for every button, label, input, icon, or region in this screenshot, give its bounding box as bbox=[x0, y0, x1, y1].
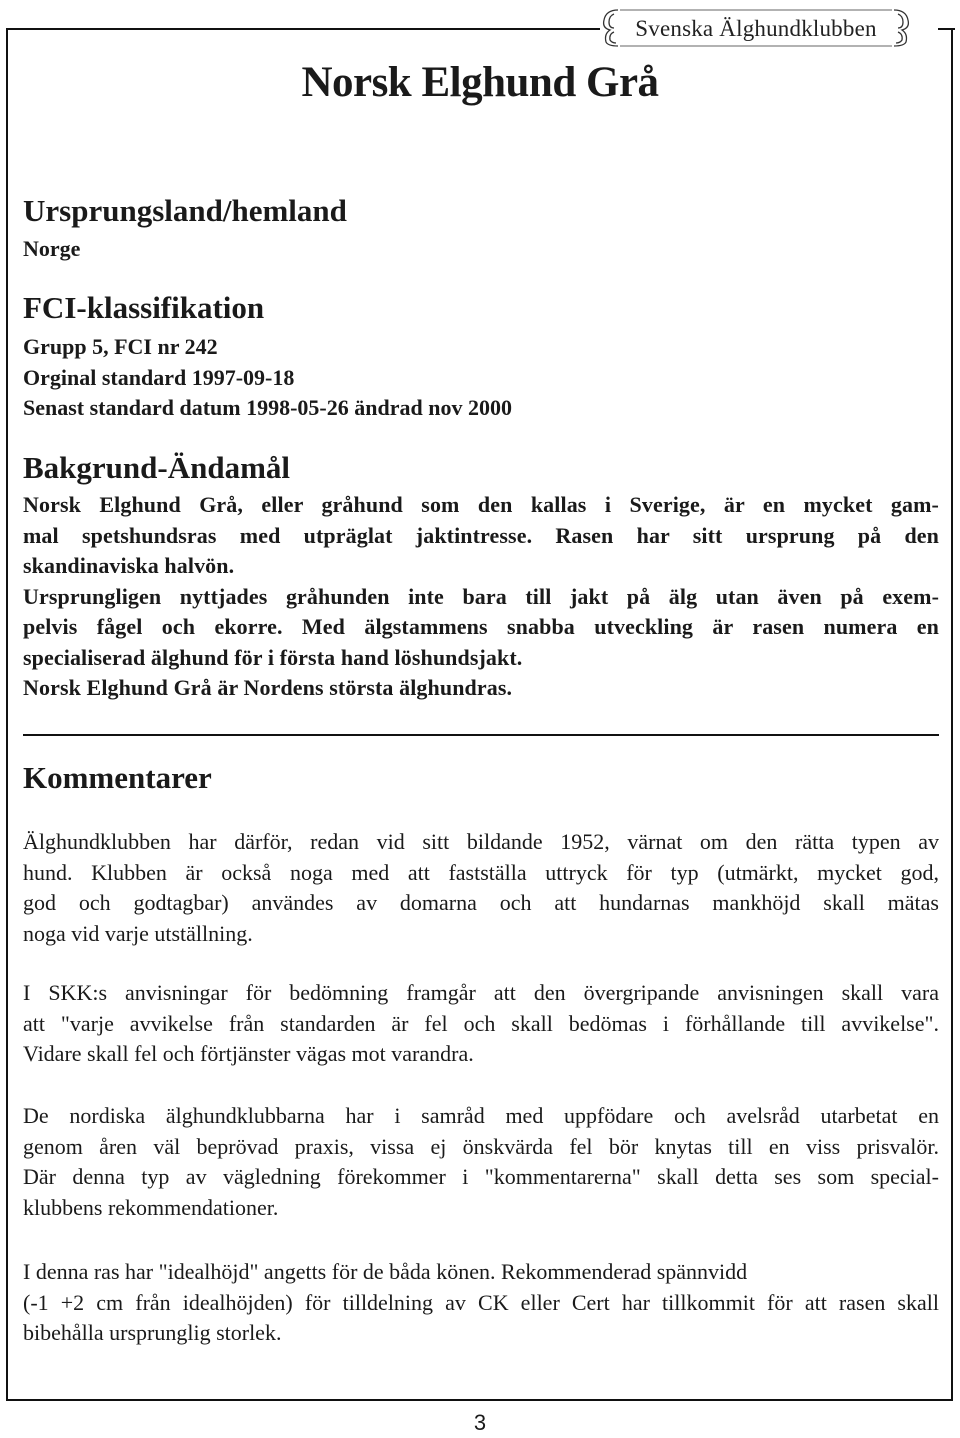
page-title: Norsk Elghund Grå bbox=[301, 59, 659, 106]
origin-heading: Ursprungsland/hemland bbox=[23, 193, 347, 228]
page-number: 3 bbox=[473, 1410, 487, 1435]
text-line: Vidare skall fel och förtjänster vägas mot varandra. bbox=[23, 1041, 474, 1066]
text-line: specialiserad älghund för i första hand löshundsjakt. bbox=[23, 644, 523, 670]
text-line: mal spetshundsras med utpräglat jaktintresse. Rasen har sitt ursprung på den bbox=[23, 522, 939, 548]
fci-line: Orginal standard 1997-09-18 bbox=[23, 365, 295, 390]
section-divider bbox=[23, 734, 939, 736]
comments-paragraph bbox=[23, 1101, 939, 1223]
text-line: god och godtagbar) användes av domarna och att hundarnas mankhöjd skall mätas bbox=[23, 890, 939, 915]
text-line: Norsk Elghund Grå, eller gråhund som den kallas i Sverige, är en mycket gam- bbox=[23, 492, 939, 517]
club-name: Svenska Älghundklubben bbox=[635, 16, 877, 41]
origin-value: Norge bbox=[23, 236, 81, 261]
text-line: Där denna typ av vägledning förekommer i "kommentarerna" skall detta ses som special- bbox=[23, 1164, 939, 1189]
text-line: I denna ras har "idealhöjd" angetts för de båda könen. Rekommenderad spännvidd bbox=[23, 1259, 748, 1284]
text-line: I SKK:s anvisningar för bedömning framgår att den övergripande anvisningen skall vara bbox=[23, 980, 939, 1005]
text-line: Älghundklubben har därför, redan vid sitt bildande 1952, värnat om den rätta typen av bbox=[23, 829, 939, 854]
text-line: pelvis fågel och ekorre. Med älgstammens snabba utveckling är rasen numera en bbox=[23, 614, 939, 639]
fci-heading: FCI-klassifikation bbox=[23, 290, 265, 325]
fci-line: Grupp 5, FCI nr 242 bbox=[23, 334, 218, 359]
text-line: klubbens rekommendationer. bbox=[23, 1194, 279, 1220]
text-line: noga vid varje utställning. bbox=[23, 920, 253, 946]
text-line: att "varje avvikelse från standarden är fel och skall bedömas i förhållande till avvikelse". bbox=[23, 1010, 939, 1036]
text-line: De nordiska älghundklubbarna har i samråd med uppfödare och avelsråd utarbetat en bbox=[23, 1103, 939, 1128]
text-line: skandinaviska halvön. bbox=[23, 553, 235, 578]
text-line: genom åren väl beprövad praxis, vissa ej önskvärda fel bör knytas till en viss prisvalör. bbox=[23, 1133, 939, 1159]
comments-paragraph bbox=[23, 978, 939, 1070]
text-line: (-1 +2 cm från idealhöjden) för tilldelning av CK eller Cert har tillkommit för att rasen skall bbox=[23, 1289, 939, 1315]
club-logo bbox=[600, 6, 912, 48]
comments-paragraph bbox=[23, 827, 939, 949]
text-line: bibehålla ursprunglig storlek. bbox=[23, 1320, 282, 1345]
text-line: Norsk Elghund Grå är Nordens största älghundras. bbox=[23, 675, 513, 700]
fci-line: Senast standard datum 1998-05-26 ändrad nov 2000 bbox=[23, 395, 512, 420]
comments-paragraph bbox=[23, 1257, 939, 1349]
background-heading: Bakgrund-Ändamål bbox=[23, 450, 291, 485]
background-text bbox=[23, 490, 939, 704]
comments-heading: Kommentarer bbox=[23, 760, 212, 795]
text-line: hund. Klubben är också noga med att fastställa uttryck för typ (utmärkt, mycket god, bbox=[23, 859, 939, 885]
text-line: Ursprungligen nyttjades gråhunden inte bara till jakt på älg utan även på exem- bbox=[23, 583, 939, 609]
